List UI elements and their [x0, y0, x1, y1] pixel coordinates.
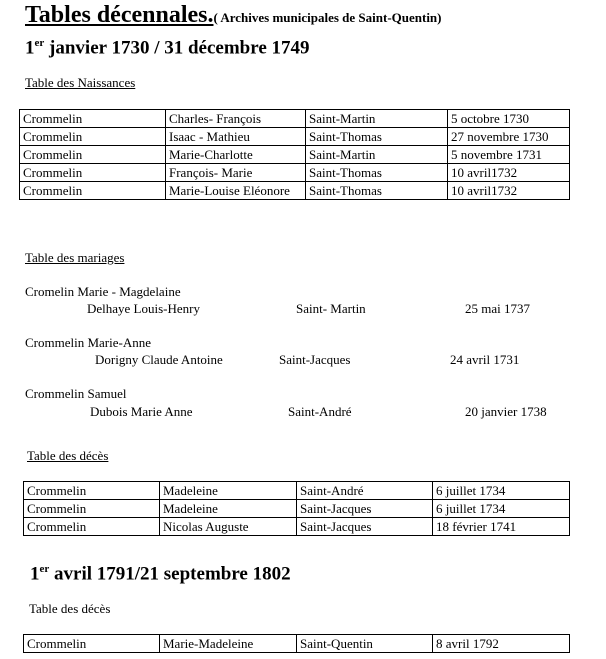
mariage-2-groom: Dorigny Claude Antoine	[95, 352, 223, 367]
period2-sup: er	[39, 563, 50, 575]
cell-surname: Crommelin	[20, 128, 166, 146]
cell-given-name: Marie-Charlotte	[166, 146, 306, 164]
mariage-3-parish: Saint-André	[288, 404, 352, 419]
table-naissances	[19, 109, 570, 200]
cell-surname: Crommelin	[20, 146, 166, 164]
mariage-1-bride: Cromelin Marie - Magdelaine	[25, 284, 181, 299]
cell-parish: Saint-Martin	[306, 110, 448, 128]
section-heading-deces-1: Table des décès	[27, 448, 109, 463]
cell-parish: Saint-André	[297, 482, 433, 500]
table-row	[24, 635, 570, 653]
cell-parish: Saint-Quentin	[297, 635, 433, 653]
table-row	[20, 164, 570, 182]
cell-parish: Saint-Jacques	[297, 500, 433, 518]
cell-parish: Saint-Martin	[306, 146, 448, 164]
period2-range: avril 1791/21 septembre 1802	[49, 563, 291, 585]
cell-date: 18 février 1741	[433, 518, 570, 536]
cell-surname: Crommelin	[20, 110, 166, 128]
period1-sup: er	[34, 37, 45, 49]
cell-parish: Saint-Thomas	[306, 164, 448, 182]
table-row	[20, 110, 570, 128]
mariage-2-date: 24 avril 1731	[450, 352, 520, 367]
section-heading-naissances: Table des Naissances	[25, 75, 136, 90]
mariage-1-groom: Delhaye Louis-Henry	[87, 301, 200, 316]
table-row	[20, 182, 570, 200]
cell-surname: Crommelin	[20, 164, 166, 182]
table-row	[24, 482, 570, 500]
mariage-3-bride: Crommelin Samuel	[25, 386, 127, 401]
cell-given-name: Nicolas Auguste	[160, 518, 297, 536]
cell-date: 5 novembre 1731	[448, 146, 570, 164]
cell-parish: Saint-Thomas	[306, 182, 448, 200]
table-deces-2	[23, 634, 570, 653]
cell-date: 5 octobre 1730	[448, 110, 570, 128]
mariage-3-groom: Dubois Marie Anne	[90, 404, 193, 419]
mariage-2-parish: Saint-Jacques	[279, 352, 351, 367]
cell-date: 6 juillet 1734	[433, 482, 570, 500]
cell-parish: Saint-Thomas	[306, 128, 448, 146]
period1-day: 1	[25, 37, 35, 59]
period1-range: janvier 1730 / 31 décembre 1749	[44, 37, 310, 59]
cell-given-name: Madeleine	[160, 500, 297, 518]
cell-date: 8 avril 1792	[433, 635, 570, 653]
cell-given-name: Marie-Louise Eléonore	[166, 182, 306, 200]
cell-given-name: Isaac - Mathieu	[166, 128, 306, 146]
cell-date: 27 novembre 1730	[448, 128, 570, 146]
cell-surname: Crommelin	[24, 635, 160, 653]
cell-surname: Crommelin	[24, 482, 160, 500]
cell-given-name: Marie-Madeleine	[160, 635, 297, 653]
cell-date: 6 juillet 1734	[433, 500, 570, 518]
cell-surname: Crommelin	[24, 518, 160, 536]
cell-date: 10 avril1732	[448, 182, 570, 200]
section-heading-deces-2: Table des décès	[29, 601, 111, 616]
page-title	[25, 2, 442, 29]
cell-given-name: Madeleine	[160, 482, 297, 500]
cell-given-name: Charles- François	[166, 110, 306, 128]
title-source: ( Archives municipales de Saint-Quentin)	[213, 10, 442, 25]
cell-date: 10 avril1732	[448, 164, 570, 182]
mariage-3-date: 20 janvier 1738	[465, 404, 547, 419]
cell-given-name: François- Marie	[166, 164, 306, 182]
period-heading-1	[25, 37, 310, 59]
period2-day: 1	[30, 563, 40, 585]
cell-surname: Crommelin	[20, 182, 166, 200]
table-row	[24, 518, 570, 536]
cell-surname: Crommelin	[24, 500, 160, 518]
mariage-1-date: 25 mai 1737	[465, 301, 530, 316]
section-heading-mariages: Table des mariages	[25, 250, 125, 265]
period-heading-2	[30, 563, 291, 585]
mariage-1-parish: Saint- Martin	[296, 301, 366, 316]
cell-parish: Saint-Jacques	[297, 518, 433, 536]
mariage-2-bride: Crommelin Marie-Anne	[25, 335, 151, 350]
table-row	[24, 500, 570, 518]
table-row	[20, 146, 570, 164]
table-deces-1	[23, 481, 570, 536]
table-row	[20, 128, 570, 146]
title-main: Tables décennales.	[25, 2, 214, 28]
